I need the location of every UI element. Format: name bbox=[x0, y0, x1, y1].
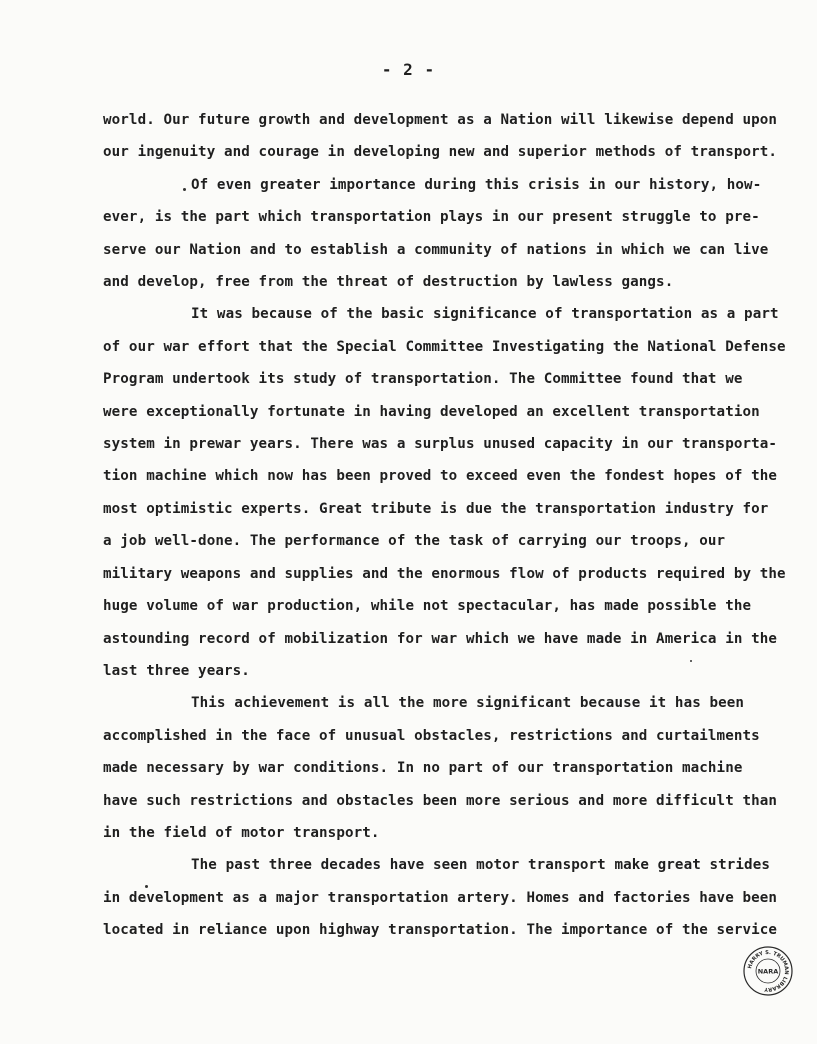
text-line: tion machine which now has been proved to exceed even the fondest hopes of the bbox=[103, 468, 778, 485]
text-line: huge volume of war production, while not spectacular, has made possible the bbox=[103, 598, 752, 615]
text-line: and develop, free from the threat of destruction by lawless gangs. bbox=[103, 274, 674, 291]
paragraph-2 bbox=[103, 169, 769, 299]
paragraph-5 bbox=[103, 849, 778, 946]
text-line: were exceptionally fortunate in having developed an excellent transportation bbox=[103, 403, 760, 420]
text-line: Program undertook its study of transportation. The Committee found that we bbox=[103, 371, 743, 388]
text-line: system in prewar years. There was a surplus unused capacity in our transporta- bbox=[103, 436, 778, 453]
text-line: military weapons and supplies and the enormous flow of products required by the bbox=[103, 565, 786, 582]
text-line: of our war effort that the Special Committee Investigating the National Defense bbox=[103, 338, 786, 355]
body-text bbox=[103, 104, 786, 947]
text-line: made necessary by war conditions. In no part of our transportation machine bbox=[103, 760, 743, 777]
text-line: located in reliance upon highway transportation. The importance of the service bbox=[103, 922, 778, 939]
text-line: a job well-done. The performance of the task of carrying our troops, our bbox=[103, 533, 726, 550]
paragraph-1 bbox=[103, 104, 778, 169]
text-line: This achievement is all the more significant because it has been bbox=[191, 695, 745, 712]
stamp-ring-text: HARRY S. TRUMAN LIBRARY bbox=[747, 949, 790, 993]
text-line: ever, is the part which transportation plays in our present struggle to pre- bbox=[103, 209, 760, 226]
text-line: serve our Nation and to establish a community of nations in which we can live bbox=[103, 241, 769, 258]
scan-speck bbox=[183, 188, 186, 191]
text-line: most optimistic experts. Great tribute is due the transportation industry for bbox=[103, 500, 769, 517]
paragraph-3 bbox=[103, 298, 786, 687]
text-line: The past three decades have seen motor transport make great strides bbox=[191, 857, 770, 874]
text-line: It was because of the basic significance of transportation as a part bbox=[191, 306, 779, 323]
text-line: our ingenuity and courage in developing new and superior methods of transport. bbox=[103, 144, 778, 161]
text-line: in the field of motor transport. bbox=[103, 824, 380, 841]
text-line: Of even greater importance during this crisis in our history, how- bbox=[191, 176, 762, 193]
archive-stamp-icon bbox=[742, 945, 794, 997]
text-line: astounding record of mobilization for war which we have made in America in the bbox=[103, 630, 778, 647]
page-number: - 2 - bbox=[381, 60, 436, 79]
text-line: world. Our future growth and development as a Nation will likewise depend upon bbox=[103, 112, 778, 128]
text-line: in development as a major transportation artery. Homes and factories have been bbox=[103, 889, 778, 906]
paragraph-4 bbox=[103, 687, 778, 849]
scan-speck bbox=[690, 660, 692, 662]
stamp-center-text: NARA bbox=[757, 967, 779, 976]
scan-speck bbox=[145, 885, 148, 888]
text-line: accomplished in the face of unusual obstacles, restrictions and curtailments bbox=[103, 727, 760, 744]
text-line: have such restrictions and obstacles been more serious and more difficult than bbox=[103, 792, 778, 809]
text-line: last three years. bbox=[103, 662, 250, 679]
